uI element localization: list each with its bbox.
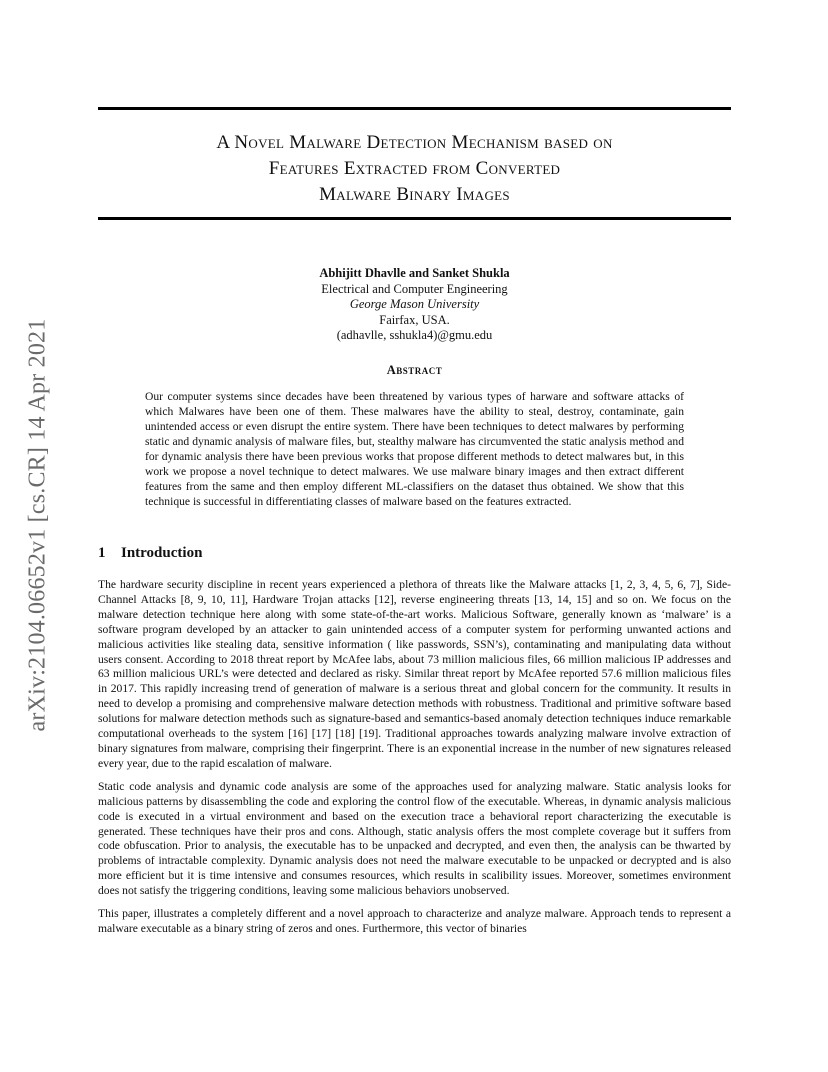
section-number: 1 <box>98 545 106 561</box>
author-email: (adhavlle, sshukla4)@gmu.edu <box>336 328 493 342</box>
author-university: George Mason University <box>349 297 480 311</box>
title-line-3: Malware Binary Images <box>319 184 510 205</box>
section-title: Introduction <box>121 545 203 561</box>
author-names: Abhijitt Dhavlle and Sanket Shukla <box>319 266 510 280</box>
paper-title <box>98 130 731 208</box>
abstract-text: Our computer systems since decades have been threatened by various types of harware and software attacks of which Malwares have been one of them. These malwares have the ability to steal, destroy, contaminate, gain unintended access or even disrupt the entire system. There have been techniques to detect malwares by performing static and dynamic analysis of malware files, but, stealthy malware has circumvented the static analysis method and for dynamic analysis there have been previous works that propose different methods to detect malwares but, in this work we propose a novel technique to detect malwares. We use malware binary images and then extract different features from the same and then employ different ML-classifiers on the dataset thus obtained. We show that this technique is successful in differentiating classes of malware based on the features extracted. <box>145 390 684 508</box>
title-line-2: Features Extracted from Converted <box>268 158 561 179</box>
body-paragraph: This paper, illustrates a completely different and a novel approach to characterize and analyze malware. Approach tends to represent a malware executable as a binary string of zeros and ones. Furthermore, this vector of binaries <box>98 907 731 935</box>
arxiv-identifier: arXiv:2104.06652v1 [cs.CR] 14 Apr 2021 <box>24 318 51 732</box>
arxiv-identifier-sidebar <box>18 290 58 760</box>
title-rule-top <box>98 107 731 110</box>
body-paragraph: Static code analysis and dynamic code analysis are some of the approaches used for analyzing malware. Static analysis looks for malicious patterns by disassembling the code and exploring the control flow of the executable. Whereas, in dynamic analysis malicious code is executed in a virtual environment and based on the execution trace a behavioral report characterizing the executable is generated. These techniques have their pros and cons. Although, static analysis offers the most complete coverage but it suffers from code obfuscation. Prior to analysis, the executable has to be unpacked and decrypted, and even then, the analysis can be thwarted by problems of intractable complexity. Dynamic analysis does not need the malware executable to be unpacked or decrypted and is also more efficient but it is time intensive and consumes resources, which results in scalibility issues. Moreover, sometimes environment does not satisfy the triggering conditions, leaving some malicious behaviors unobserved. <box>98 779 731 898</box>
abstract-heading: Abstract <box>386 363 443 377</box>
author-block <box>98 266 731 344</box>
title-line-1: A Novel Malware Detection Mechanism based on <box>216 132 613 153</box>
introduction-body <box>98 578 731 945</box>
title-rule-bottom <box>98 217 731 220</box>
author-department: Electrical and Computer Engineering <box>321 281 508 296</box>
body-paragraph: The hardware security discipline in recent years experienced a plethora of threats like the Malware attacks [1, 2, 3, 4, 5, 6, 7], Side-Channel Attacks [8, 9, 10, 11], Hardware Trojan attacks [12], reverse engineering threats [13, 14, 15] and so on. We focus on the malware detection technique here along with some state-of-the-art works. Malicious Software, generally known as ‘malware’ is a software program developed by an attacker to gain unintended access of a computer system for performing unwanted actions and malicious activities like stealing data, sensitive information ( like passwords, SSN’s), contaminating and manipulating data without users consent. According to 2018 threat report by McAfee labs, about 73 million malicious files, 66 million malicious IP addresses and 63 million malicious URL’s were detected and declared as risky. Similar threat report by McAfee reported 57.6 million malicious files in 2017. This rapidly increasing trend of generation of malware is a serious threat and global concern for the community. It results in need to develop a promising and comprehensive malware detection methods with robustness. Traditional and primitive software based solutions for malware detection methods such as signature-based and semantics-based anomaly detection techniques induce remarkable computational overheads to the system [16] [17] [18] [19]. Traditional approaches towards analyzing malware involve extraction of binary signatures from malware, comprising their fingerprint. There is an exponential increase in the number of new signatures released every year, due to the rapid escalation of malware. <box>98 578 731 770</box>
section-heading-introduction <box>98 545 731 562</box>
author-location: Fairfax, USA. <box>379 312 450 327</box>
